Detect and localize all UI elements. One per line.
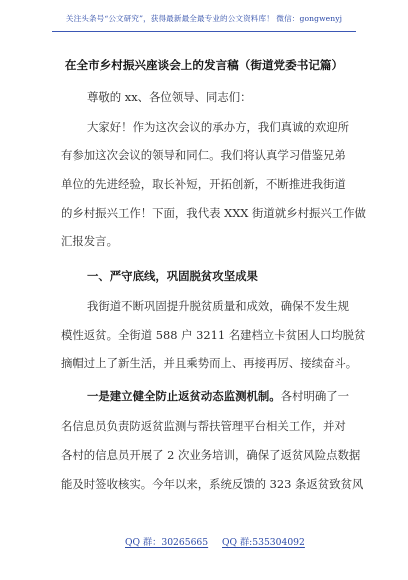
header-rule (52, 31, 356, 32)
section-heading: 一、严守底线，巩固脱贫攻坚成果 (87, 269, 258, 283)
paragraph-line: 有参加这次会议的领导和同仁。我们将认真学习借鉴兄弟 (61, 148, 346, 162)
salutation: 尊敬的 xx、各位领导、同志们： (87, 90, 252, 104)
header-banner: 关注头条号“公文研究”，获得最新最全最专业的公文资料库！ 微信：gongwenyj (65, 14, 343, 23)
footer-qq-group-1[interactable]: QQ 群：30265665 (125, 537, 209, 548)
paragraph-line: 各村的信息员开展了 2 次业务培训，确保了返贫风险点数据 (61, 448, 361, 462)
point-text: 各村明确了一 (280, 389, 350, 403)
paragraph-line: 摘帽过上了新生活，并且乘势而上、再接再厉、接续奋斗。 (61, 356, 358, 370)
paragraph-line: 单位的先进经验，取长补短，开拓创新，不断推进我街道 (61, 177, 346, 191)
document-title: 在全市乡村振兴座谈会上的发言稿（街道党委书记篇） (64, 58, 344, 72)
paragraph-line: 汇报发言。 (61, 234, 118, 248)
paragraph-line: 的乡村振兴工作！下面，我代表 XXX 街道就乡村振兴工作做 (61, 206, 366, 220)
paragraph-line: 能及时签收核实。今年以来，系统反馈的 323 条返贫致贫风 (61, 477, 364, 491)
paragraph-line: 我街道不断巩固提升脱贫质量和成效，确保不发生规 (87, 299, 349, 313)
paragraph-line: 模性返贫。全街道 588 户 3211 名建档立卡贫困人口均脱贫 (61, 328, 366, 342)
paragraph-line (87, 389, 349, 403)
paragraph-line: 名信息员负责防返贫监测与帮扶管理平台相关工作，并对 (61, 419, 346, 433)
footer-qq-group-2[interactable]: QQ 群:535304092 (222, 537, 305, 548)
point-heading: 一是建立健全防止返贫动态监测机制。 (87, 389, 281, 403)
paragraph-line: 大家好！作为这次会议的承办方，我们真诚的欢迎所 (87, 120, 349, 134)
